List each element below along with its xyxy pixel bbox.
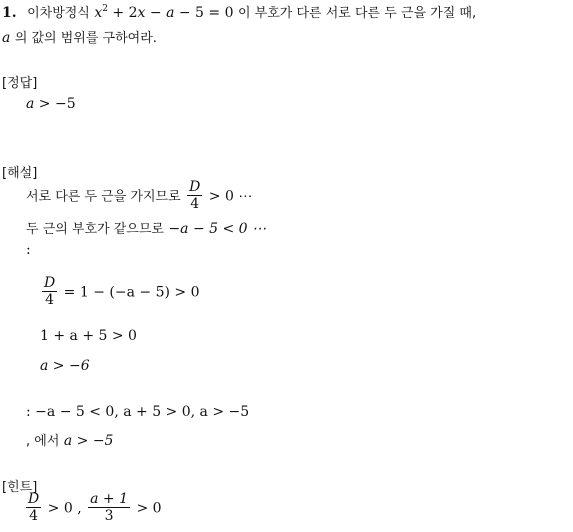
- solution-step-3: a > −6: [40, 358, 90, 374]
- fraction-d-over-4: $\frac{D}{4}$: [189, 179, 201, 212]
- fraction-d-over-4: $\frac{D}{4}$: [28, 491, 40, 524]
- problem-line-2: [2, 27, 157, 46]
- solution-line-3: :: [26, 242, 31, 258]
- solution-conclusion-2: , 에서 a > −5: [26, 433, 114, 449]
- problem-question: 의 값의 범위를 구하여라.: [14, 31, 157, 46]
- solution-line-2: 두 근의 부호가 같으므로 −a − 5 < 0 ⋯: [26, 221, 267, 237]
- answer-value: a > −5: [26, 96, 76, 112]
- problem-condition: 이 부호가 다른 서로 다른 두 근을 가질 때,: [237, 6, 477, 21]
- problem-equation: $x^2 + 2x - a - 5 = 0$: [94, 4, 234, 21]
- solution-step-2: 1 + a + 5 > 0: [40, 328, 137, 344]
- solution-conclusion-1: : −a − 5 < 0, a + 5 > 0, a > −5: [26, 404, 250, 420]
- answer-header: [정답]: [2, 76, 38, 91]
- fraction-a-plus-1-over-3: $\frac{a + 1}{3}$: [90, 491, 129, 524]
- problem-variable: a: [2, 30, 11, 46]
- problem-intro: 이차방정식: [27, 6, 90, 21]
- hint-formula: $\frac{D}{4}$ > 0 , $\frac{a + 1}{3}$ > 0: [28, 491, 162, 524]
- solution-header: [해설]: [2, 166, 38, 181]
- fraction-d-over-4: $\frac{D}{4}$: [44, 275, 56, 308]
- hint-header: [힌트]: [2, 480, 38, 495]
- solution-step-1: $\frac{D}{4}$ = 1 − (−a − 5) > 0: [44, 275, 200, 308]
- problem-number: 1.: [2, 5, 17, 21]
- solution-line-1: 서로 다른 두 근을 가지므로 $\frac{D}{4}$ > 0 ⋯: [26, 179, 253, 212]
- problem-line-1: [2, 2, 476, 21]
